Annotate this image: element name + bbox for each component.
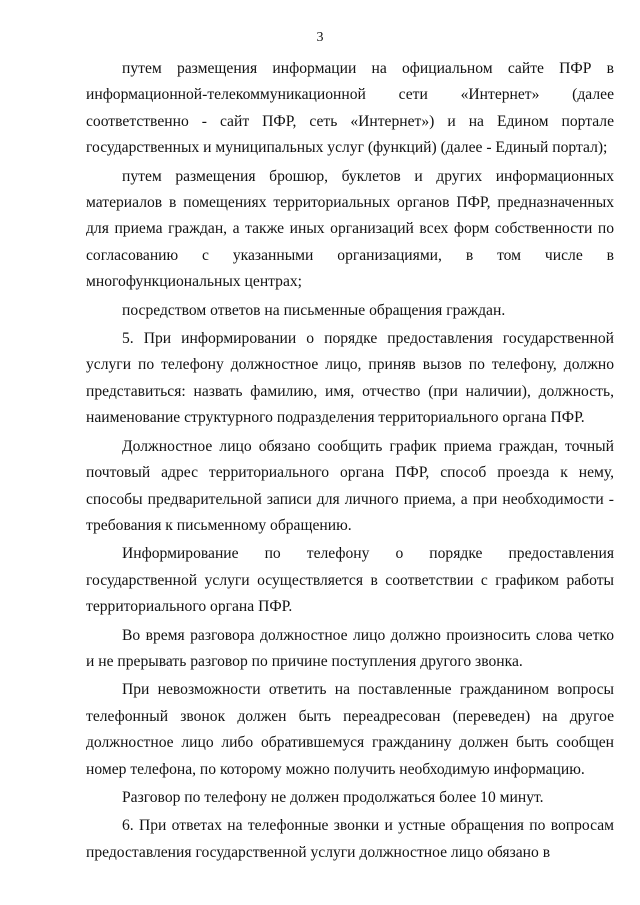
paragraph-6: Информирование по телефону о порядке предоставления государственной услуги осуществляется в соответствии с графиком работы территориального органа ПФР. (86, 545, 614, 616)
document-body (86, 56, 614, 868)
paragraph-5: Должностное лицо обязано сообщить график приема граждан, точный почтовый адрес территориального органа ПФР, способ проезда к нему, способы предварительной записи для личного приема, а при необходимости - требования к письменному обращению. (86, 437, 614, 534)
paragraph-1: путем размещения информации на официальном сайте ПФР в информационной-телекоммуникационной сети «Интернет» (далее соответственно - сайт ПФР, сеть «Интернет») и на Едином портале государственных и муниципальных услуг (функций) (далее - Единый портал); (86, 60, 614, 157)
paragraph-3: посредством ответов на письменные обращения граждан. (122, 301, 506, 319)
paragraph-7: Во время разговора должностное лицо должно произносить слова четко и не прерывать разговор по причине поступления другого звонка. (86, 626, 614, 670)
paragraph-2: путем размещения брошюр, буклетов и других информационных материалов в помещениях территориальных органов ПФР, предназначенных для приема граждан, а также иных организаций всех форм собственности по согласованию с указанными организациями, в том числе в многофункциональных центрах; (86, 167, 614, 291)
paragraph-8: При невозможности ответить на поставленные гражданином вопросы телефонный звонок должен быть переадресован (переведен) на другое должностное лицо либо обратившемуся гражданину должен быть сообщен номер телефона, по которому можно получить необходимую информацию. (86, 681, 614, 778)
paragraph-10: 6. При ответах на телефонные звонки и устные обращения по вопросам предоставления государственной услуги должностное лицо обязано в (86, 817, 614, 861)
page-number: 3 (316, 30, 324, 45)
paragraph-9: Разговор по телефону не должен продолжаться более 10 минут. (122, 788, 544, 806)
paragraph-4: 5. При информировании о порядке предоставления государственной услуги по телефону должностное лицо, приняв вызов по телефону, должно представиться: назвать фамилию, имя, отчество (при наличии), должность, наименование структурного подразделения территориального органа ПФР. (86, 330, 614, 427)
